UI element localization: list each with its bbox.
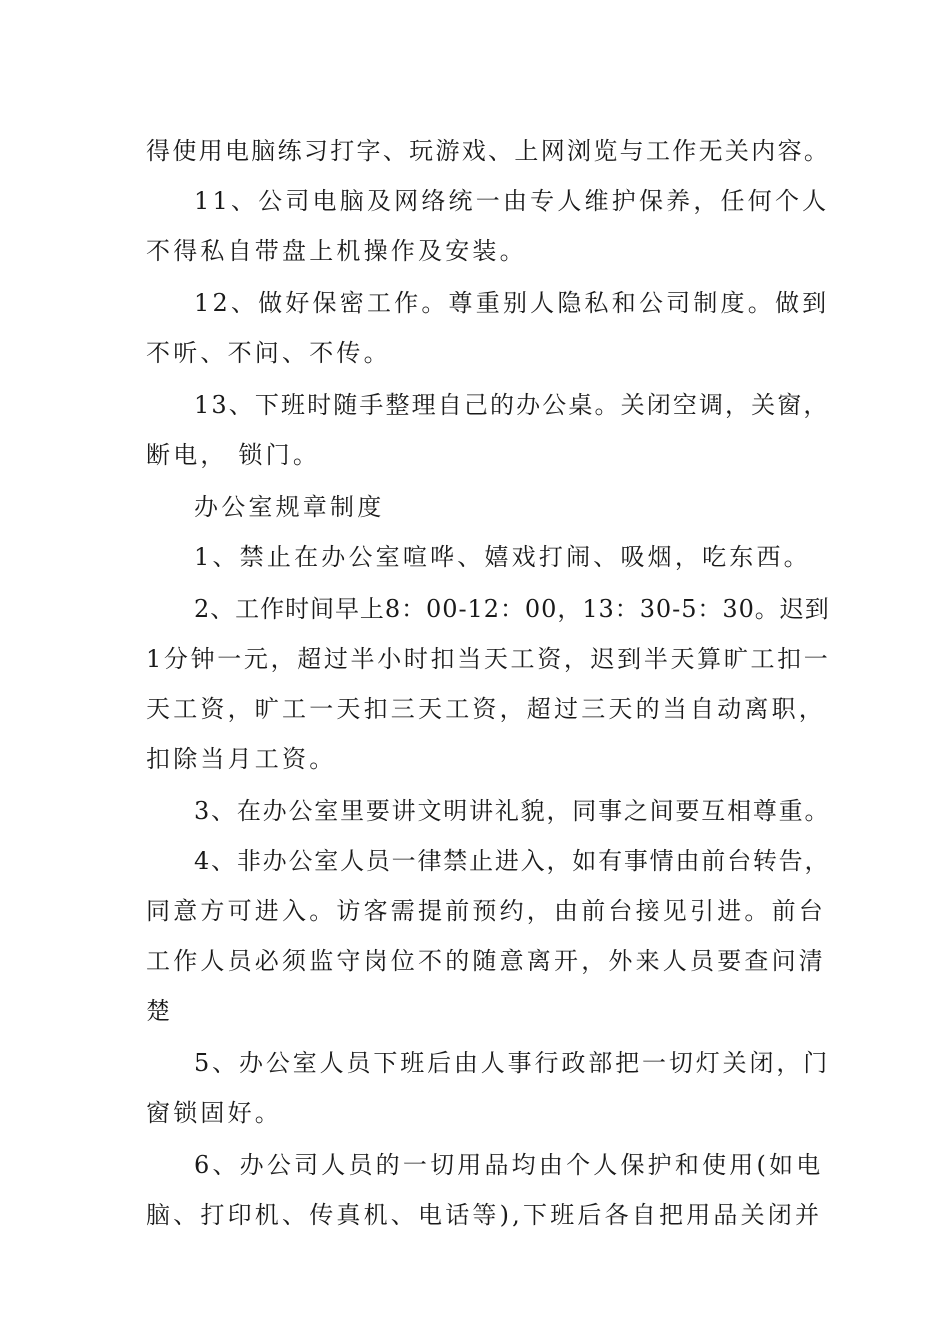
text-line: 脑、打印机、传真机、电话等),下班后各自把用品关闭并 <box>146 1201 823 1229</box>
text-line: 工作人员必须监守岗位不的随意离开，外来人员要查问清 <box>146 947 826 975</box>
text-line: 12、做好保密工作。尊重别人隐私和公司制度。做到 <box>194 289 830 317</box>
text-line: 5、办公室人员下班后由人事行政部把一切灯关闭，门 <box>194 1049 831 1077</box>
text-line: 6、办公司人员的一切用品均由个人保护和使用(如电 <box>194 1151 824 1179</box>
text-line: 楚 <box>146 997 174 1025</box>
text-line: 同意方可进入。访客需提前预约，由前台接见引进。前台 <box>146 897 826 925</box>
text-line: 断电， 锁门。 <box>146 441 321 469</box>
text-line: 窗锁固好。 <box>146 1099 282 1127</box>
text-line: 3、在办公室里要讲文明讲礼貌，同事之间要互相尊重。 <box>194 797 831 825</box>
text-line: 1分钟一元，超过半小时扣当天工资，迟到半天算旷工扣一 <box>146 645 831 673</box>
text-line: 2、工作时间早上8：00-12：00，13：30-5：30。迟到 <box>194 595 830 623</box>
text-line: 天工资，旷工一天扣三天工资，超过三天的当自动离职， <box>146 695 826 723</box>
text-line: 不得私自带盘上机操作及安装。 <box>146 237 527 265</box>
text-line: 不听、不问、不传。 <box>146 339 391 367</box>
text-line: 4、非办公室人员一律禁止进入，如有事情由前台转告， <box>194 847 831 875</box>
text-line: 13、下班时随手整理自己的办公桌。关闭空调，关窗， <box>194 391 830 419</box>
text-line: 得使用电脑练习打字、玩游戏、上网浏览与工作无关内容。 <box>146 137 831 165</box>
text-line: 1、禁止在办公室喧哗、嬉戏打闹、吸烟，吃东西。 <box>194 543 811 571</box>
section-title: 办公室规章制度 <box>194 493 385 521</box>
text-line: 11、公司电脑及网络统一由专人维护保养，任何个人 <box>194 187 830 215</box>
text-line: 扣除当月工资。 <box>146 745 337 773</box>
